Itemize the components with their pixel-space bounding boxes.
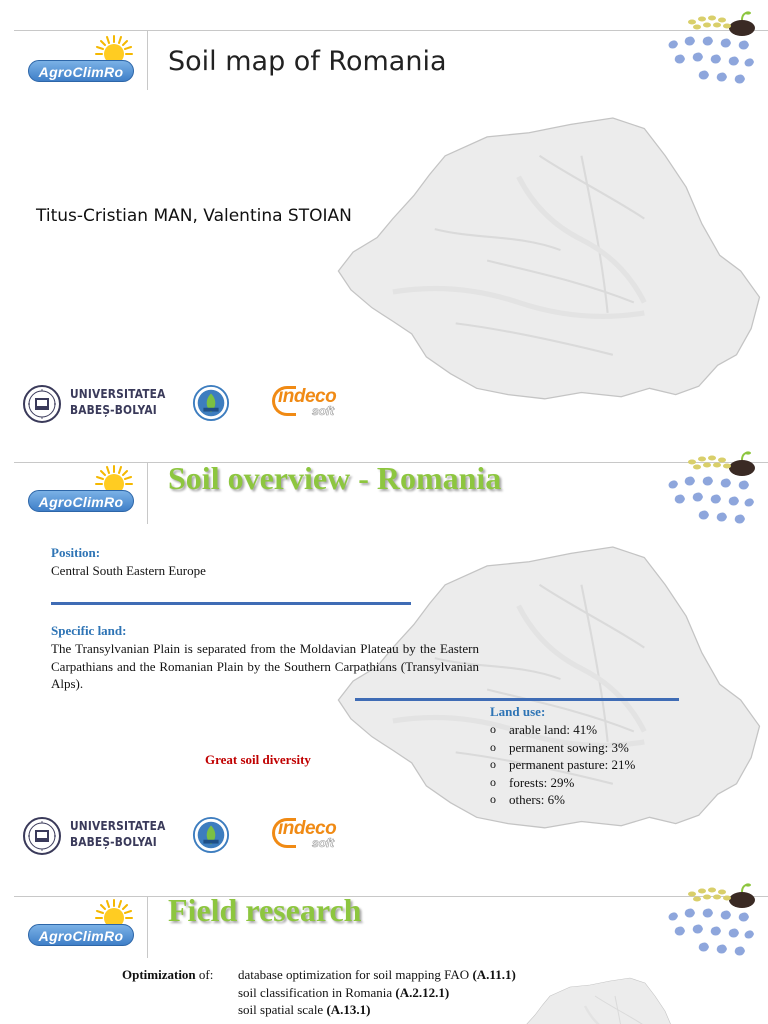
seeds-rain-icon [662,450,758,534]
ubb-name: UNIVERSITATEA BABEȘ-BOLYAI [70,818,166,849]
ubb-logo [22,382,182,426]
optimization-heading: Optimization of: [122,967,214,982]
ubb-seal-icon [22,384,62,424]
header-separator [147,30,148,90]
romania-map-image [330,112,768,430]
optimization-list [238,966,516,1019]
indeco-soft-logo: indeco soft [272,816,348,852]
specific-land-label: Specific land: [51,623,127,638]
slide-title: Soil map of Romania [168,46,447,77]
usamv-logo-icon [192,816,230,854]
header-divider [14,30,768,31]
slide-soil-overview [0,448,768,873]
great-soil-diversity: Great soil diversity [205,752,311,767]
list-item: soil classification in Romania (A.2.12.1) [238,984,450,1000]
land-use-list [490,721,635,809]
header-separator [147,896,148,958]
specific-land-text: The Transylvanian Plain is separated from the Moldavian Plateau by the Eastern Carpathians and the Romanian Plain by the Southern Carpathians (Transylvanian Alps). [51,641,479,691]
usamv-logo-icon [192,384,230,422]
seeds-rain-icon [662,10,758,94]
list-item: o forests: 29% [490,774,635,792]
logo-text: AgroClimRo [28,60,134,82]
divider-bar [355,698,679,701]
list-item: o arable land: 41% [490,721,635,739]
slide-title: Soil overview - Romania [168,460,502,496]
slide-soil-map [0,0,768,440]
list-item: o permanent sowing: 3% [490,739,635,757]
ubb-name: UNIVERSITATEA BABEȘ-BOLYAI [70,386,166,417]
ubb-seal-icon [22,816,62,856]
list-item: database optimization for soil mapping FAO (A.11.1) [238,967,516,982]
divider-bar [51,602,411,605]
position-text: Central South Eastern Europe [51,563,206,578]
list-item: o others: 6% [490,791,635,809]
logo-text: AgroClimRo [28,490,134,512]
agroclimro-logo [22,32,140,90]
slide-field-research [0,880,768,1024]
ubb-logo [22,814,182,858]
agroclimro-logo [22,462,140,520]
authors: Titus-Cristian MAN, Valentina STOIAN [36,206,352,226]
agroclimro-logo [22,896,140,954]
header-separator [147,462,148,524]
seeds-rain-icon [662,882,758,966]
list-item: soil spatial scale (A.13.1) [238,1002,371,1017]
indeco-soft-logo: indeco soft [272,384,348,420]
list-item: o permanent pasture: 21% [490,756,635,774]
slide-title: Field research [168,892,362,928]
land-use-label: Land use: [490,704,546,719]
position-label: Position: [51,545,101,560]
logo-text: AgroClimRo [28,924,134,946]
